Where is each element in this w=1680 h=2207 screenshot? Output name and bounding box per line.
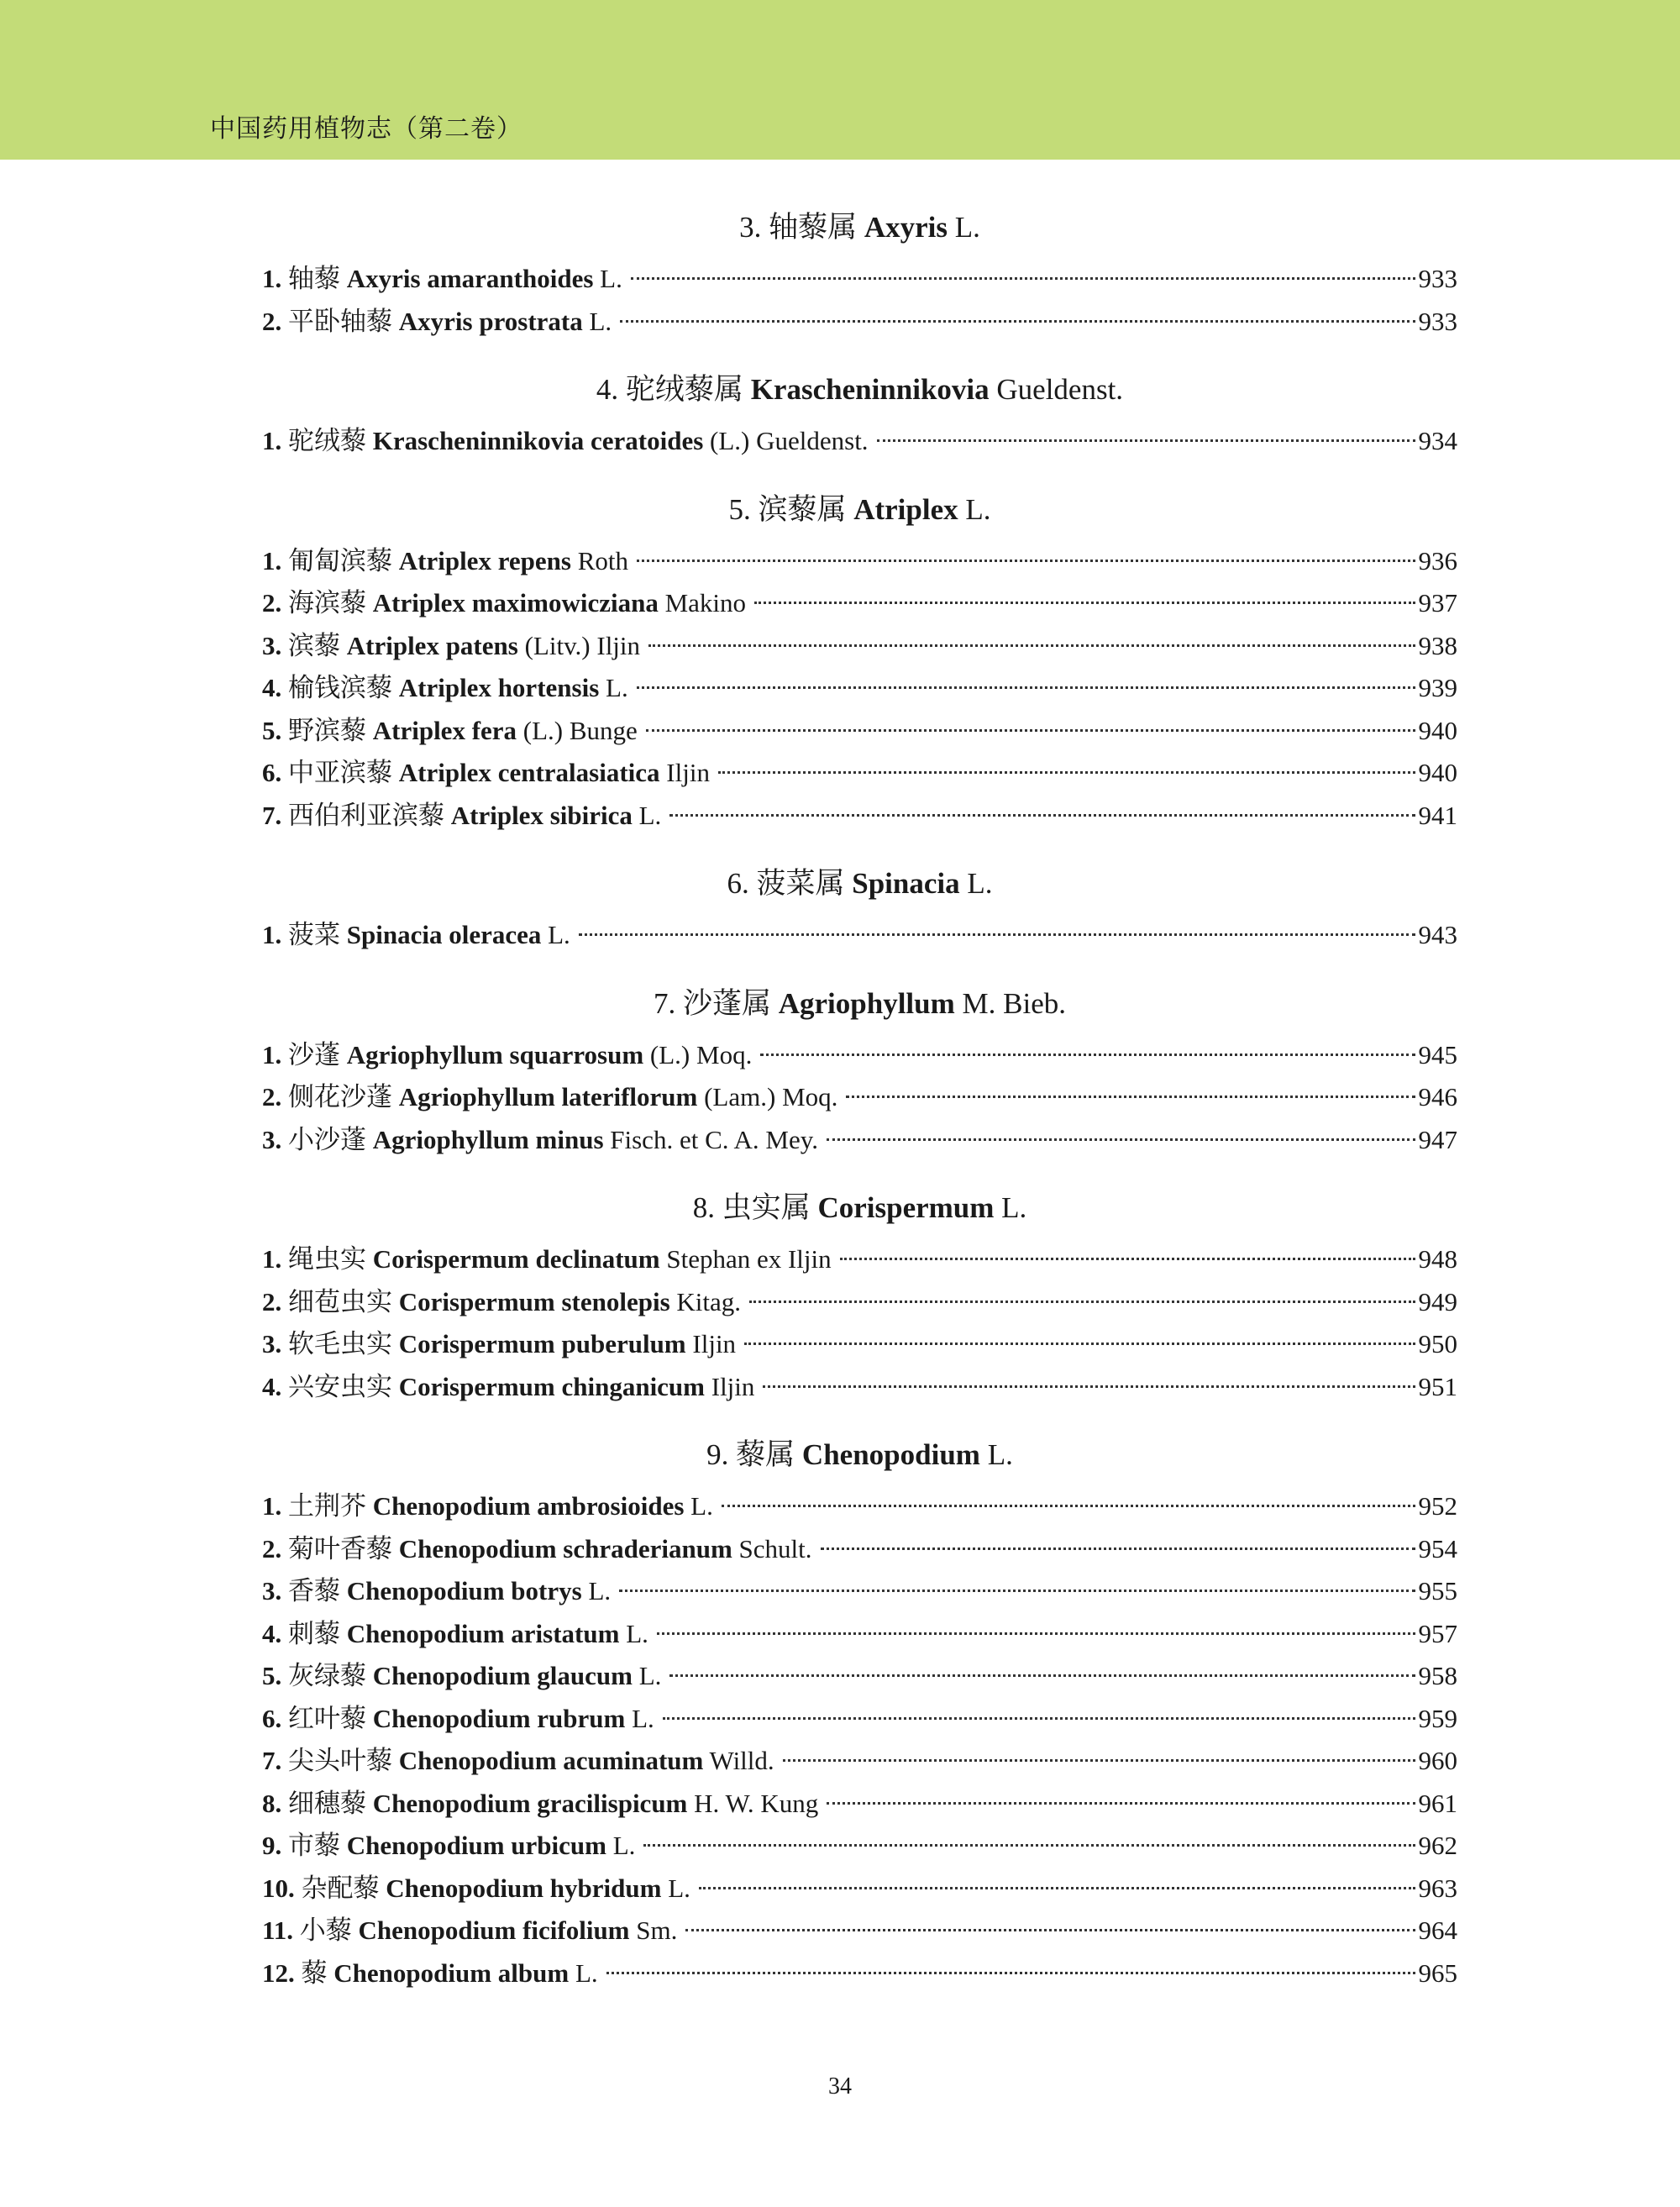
toc-entry bbox=[262, 1238, 1457, 1281]
toc-entry-num: 1. bbox=[262, 426, 282, 455]
toc-entry-cn: 野滨藜 bbox=[281, 715, 373, 745]
toc-entry-author: L. bbox=[625, 1703, 654, 1733]
toc-entry-sci: Corispermum stenolepis bbox=[398, 1286, 670, 1316]
toc-entry bbox=[262, 1528, 1457, 1571]
toc-entry-sci: Corispermum puberulum bbox=[398, 1329, 686, 1358]
dot-leader bbox=[657, 1632, 1415, 1635]
toc-entry-cn: 匍匐滨藜 bbox=[281, 545, 399, 575]
toc-entry-sci: Chenopodium botrys bbox=[346, 1576, 582, 1605]
toc-entry-num: 4. bbox=[262, 1618, 282, 1648]
toc-entry-author: L. bbox=[619, 1618, 648, 1648]
genus-heading-prefix: 6. 菠菜属 bbox=[727, 867, 853, 900]
dot-leader bbox=[821, 1548, 1415, 1550]
toc-entry-cn: 藜 bbox=[294, 1957, 334, 1988]
toc-entry-sci: Atriplex repens bbox=[398, 545, 571, 575]
toc-entry-label bbox=[262, 1528, 812, 1571]
dot-leader bbox=[620, 320, 1415, 323]
toc-entry bbox=[262, 752, 1457, 795]
toc-entry-label bbox=[262, 1740, 774, 1783]
toc-entry-page: 933 bbox=[1418, 264, 1457, 293]
toc-entry-sci: Agriophyllum squarrosum bbox=[346, 1039, 644, 1069]
toc-entry-cn: 市藜 bbox=[281, 1831, 347, 1860]
toc-entry-sci: Chenopodium urbicum bbox=[346, 1831, 606, 1860]
toc-entry-label bbox=[262, 582, 746, 625]
genus-heading-author: L. bbox=[979, 1438, 1013, 1471]
genus-heading-author: Gueldenst. bbox=[989, 373, 1124, 406]
dot-leader bbox=[877, 439, 1415, 442]
genus-heading-prefix: 5. 滨藜属 bbox=[728, 492, 854, 526]
genus-heading-prefix: 4. 驼绒藜属 bbox=[596, 373, 751, 406]
dot-leader bbox=[648, 644, 1415, 647]
toc-entry-page: 945 bbox=[1418, 1039, 1457, 1069]
toc-entry-cn: 软毛虫实 bbox=[281, 1329, 399, 1358]
toc-entry-label bbox=[262, 625, 640, 668]
dot-leader bbox=[619, 1590, 1415, 1592]
toc-entry-sci: Atriplex hortensis bbox=[398, 673, 600, 702]
toc-entry bbox=[262, 914, 1457, 957]
toc-entry-num: 1. bbox=[262, 1039, 282, 1069]
genus-heading bbox=[262, 1186, 1457, 1230]
dot-leader bbox=[744, 1343, 1415, 1345]
toc-entry-num: 2. bbox=[262, 588, 282, 617]
toc-entry-author: Kitag. bbox=[669, 1286, 742, 1316]
toc-entry-cn: 土荆芥 bbox=[281, 1491, 373, 1521]
toc-entry-label bbox=[262, 1281, 741, 1324]
genus-heading-sci: Corispermum bbox=[817, 1191, 995, 1224]
toc-entry-label bbox=[262, 1238, 832, 1281]
toc-entry-num: 6. bbox=[262, 758, 282, 787]
toc-entry-label bbox=[262, 1783, 818, 1826]
toc-entry-num: 2. bbox=[262, 1533, 282, 1563]
toc-entry-cn: 侧花沙蓬 bbox=[281, 1082, 399, 1111]
toc-entry-page: 940 bbox=[1418, 715, 1457, 745]
genus-heading-author: M. Bieb. bbox=[954, 986, 1067, 1020]
dot-leader bbox=[749, 1301, 1415, 1303]
toc-entry-author: L. bbox=[684, 1491, 713, 1521]
toc-entry-cn: 灰绿藜 bbox=[281, 1661, 373, 1690]
toc-entry-sci: Chenopodium aristatum bbox=[346, 1618, 620, 1648]
genus-heading-sci: Atriplex bbox=[853, 492, 958, 526]
running-header-title: 中国药用植物志（第二卷） bbox=[210, 114, 522, 144]
toc-entry-cn: 海滨藜 bbox=[281, 588, 373, 617]
toc-entry bbox=[262, 1698, 1457, 1741]
table-of-contents bbox=[262, 206, 1457, 1994]
genus-heading-prefix: 7. 沙蓬属 bbox=[653, 986, 779, 1020]
dot-leader bbox=[637, 686, 1415, 689]
toc-entry-page: 949 bbox=[1418, 1286, 1457, 1316]
toc-entry bbox=[262, 1281, 1457, 1324]
toc-entry-num: 1. bbox=[262, 264, 282, 293]
toc-entry bbox=[262, 795, 1457, 838]
dot-leader bbox=[631, 277, 1415, 280]
toc-entry-cn: 香藜 bbox=[281, 1576, 347, 1605]
toc-entry-author: (Litv.) Iljin bbox=[517, 630, 641, 660]
page-number: 34 bbox=[828, 2073, 852, 2099]
toc-entry-cn: 轴藜 bbox=[281, 264, 347, 293]
toc-entry-num: 5. bbox=[262, 1661, 282, 1690]
toc-entry-page: 959 bbox=[1418, 1703, 1457, 1733]
toc-entry-label bbox=[262, 258, 622, 301]
dot-leader bbox=[718, 771, 1415, 774]
toc-entry-sci: Chenopodium gracilispicum bbox=[372, 1788, 688, 1818]
toc-entry-page: 954 bbox=[1418, 1533, 1457, 1563]
toc-entry-page: 961 bbox=[1418, 1788, 1457, 1818]
toc-entry-sci: Chenopodium album bbox=[333, 1957, 570, 1988]
toc-entry bbox=[262, 420, 1457, 463]
toc-entry-sci: Axyris prostrata bbox=[398, 306, 583, 336]
toc-entry-label bbox=[262, 420, 869, 463]
toc-entry-label bbox=[262, 710, 638, 753]
toc-entry-cn: 菠菜 bbox=[281, 920, 347, 949]
toc-entry-page: 957 bbox=[1418, 1618, 1457, 1648]
toc-entry-author: (L.) Moq. bbox=[643, 1039, 753, 1069]
toc-entry-page: 964 bbox=[1418, 1915, 1457, 1945]
toc-entry-num: 9. bbox=[262, 1831, 282, 1860]
toc-entry-sci: Corispermum declinatum bbox=[372, 1244, 660, 1274]
toc-entry bbox=[262, 667, 1457, 710]
toc-entry-author: (L.) Gueldenst. bbox=[703, 426, 869, 455]
toc-entry-cn: 刺藜 bbox=[281, 1618, 347, 1648]
toc-entry-label bbox=[262, 914, 570, 957]
dot-leader bbox=[685, 1929, 1415, 1931]
toc-entry-page: 941 bbox=[1418, 800, 1457, 830]
toc-entry-num: 3. bbox=[262, 630, 282, 660]
toc-entry-sci: Agriophyllum lateriflorum bbox=[398, 1082, 698, 1111]
toc-entry-author: L. bbox=[632, 1661, 662, 1690]
dot-leader bbox=[669, 814, 1415, 817]
toc-entry-cn: 小藜 bbox=[293, 1915, 359, 1945]
toc-entry-sci: Atriplex maximowicziana bbox=[372, 588, 659, 617]
toc-entry-author: (Lam.) Moq. bbox=[697, 1082, 838, 1111]
toc-entry-num: 2. bbox=[262, 306, 282, 336]
dot-leader bbox=[606, 1972, 1415, 1974]
toc-entry-label bbox=[262, 667, 628, 710]
toc-entry-cn: 中亚滨藜 bbox=[281, 758, 399, 787]
dot-leader bbox=[760, 1054, 1415, 1056]
dot-leader bbox=[722, 1505, 1415, 1507]
toc-entry-cn: 榆钱滨藜 bbox=[281, 673, 399, 702]
toc-entry-num: 4. bbox=[262, 673, 282, 702]
toc-entry-sci: Atriplex fera bbox=[372, 715, 517, 745]
toc-entry-num: 8. bbox=[262, 1788, 282, 1818]
toc-entry bbox=[262, 1825, 1457, 1868]
toc-entry-num: 7. bbox=[262, 1746, 282, 1775]
toc-entry bbox=[262, 1076, 1457, 1119]
toc-entry bbox=[262, 1485, 1457, 1528]
toc-entry bbox=[262, 1570, 1457, 1613]
genus-heading bbox=[262, 982, 1457, 1026]
toc-entry-page: 963 bbox=[1418, 1873, 1457, 1903]
toc-entry-author: Fisch. et C. A. Mey. bbox=[603, 1124, 818, 1154]
dot-leader bbox=[646, 729, 1415, 732]
toc-entry-author: Iljin bbox=[685, 1329, 737, 1358]
toc-entry-cn: 滨藜 bbox=[281, 630, 347, 660]
toc-entry-label bbox=[262, 1366, 754, 1409]
toc-entry-num: 1. bbox=[262, 545, 282, 575]
dot-leader bbox=[669, 1674, 1415, 1677]
toc-entry-page: 940 bbox=[1418, 758, 1457, 787]
genus-heading-prefix: 9. 藜属 bbox=[706, 1438, 802, 1471]
toc-entry-author: Iljin bbox=[659, 758, 710, 787]
toc-entry-label bbox=[262, 752, 710, 795]
toc-entry-num: 4. bbox=[262, 1371, 282, 1401]
toc-entry-cn: 杂配藜 bbox=[294, 1873, 386, 1903]
genus-heading-sci: Agriophyllum bbox=[778, 986, 955, 1020]
toc-entry-cn: 驼绒藜 bbox=[281, 426, 373, 455]
toc-entry bbox=[262, 1034, 1457, 1077]
toc-entry-label bbox=[262, 1613, 648, 1656]
genus-heading-prefix: 3. 轴藜属 bbox=[739, 211, 864, 244]
toc-entry-num: 7. bbox=[262, 800, 282, 830]
genus-heading bbox=[262, 368, 1457, 412]
toc-entry-page: 948 bbox=[1418, 1244, 1457, 1274]
toc-entry-author: Willd. bbox=[703, 1746, 774, 1775]
toc-entry-sci: Krascheninnikovia ceratoides bbox=[372, 426, 704, 455]
dot-leader bbox=[754, 602, 1415, 604]
toc-entry-author: Schult. bbox=[732, 1533, 812, 1563]
toc-entry-page: 934 bbox=[1418, 426, 1457, 455]
toc-entry-author: Makino bbox=[658, 588, 747, 617]
genus-heading-sci: Spinacia bbox=[852, 867, 960, 900]
toc-entry-num: 1. bbox=[262, 1491, 282, 1521]
toc-entry-cn: 沙蓬 bbox=[281, 1039, 347, 1069]
toc-entry-sci: Agriophyllum minus bbox=[372, 1124, 604, 1154]
toc-entry-label bbox=[262, 1655, 661, 1698]
dot-leader bbox=[663, 1717, 1415, 1720]
toc-entry-page: 946 bbox=[1418, 1082, 1457, 1111]
toc-entry-sci: Atriplex centralasiatica bbox=[398, 758, 660, 787]
toc-entry bbox=[262, 710, 1457, 753]
dot-leader bbox=[827, 1138, 1415, 1141]
toc-entry-num: 5. bbox=[262, 715, 282, 745]
toc-entry-num: 11. bbox=[262, 1915, 294, 1945]
toc-entry-sci: Chenopodium acuminatum bbox=[398, 1746, 704, 1775]
toc-entry bbox=[262, 1613, 1457, 1656]
toc-entry-author: L. bbox=[632, 800, 662, 830]
toc-entry bbox=[262, 1119, 1457, 1162]
toc-entry-cn: 红叶藜 bbox=[281, 1703, 373, 1733]
toc-entry-page: 962 bbox=[1418, 1831, 1457, 1860]
dot-leader bbox=[699, 1887, 1415, 1889]
toc-entry-author: Iljin bbox=[705, 1371, 755, 1401]
toc-entry-author: L. bbox=[599, 673, 628, 702]
toc-entry-page: 952 bbox=[1418, 1491, 1457, 1521]
toc-entry-label bbox=[262, 1034, 752, 1077]
toc-entry-page: 936 bbox=[1418, 545, 1457, 575]
dot-leader bbox=[846, 1096, 1415, 1098]
toc-entry-num: 12. bbox=[262, 1957, 295, 1988]
genus-heading bbox=[262, 1433, 1457, 1477]
toc-entry-label bbox=[262, 795, 661, 838]
toc-entry bbox=[262, 1952, 1457, 1995]
toc-entry bbox=[262, 1366, 1457, 1409]
toc-entry-num: 1. bbox=[262, 1244, 282, 1274]
genus-heading-sci: Axyris bbox=[864, 211, 948, 244]
toc-entry-cn: 兴安虫实 bbox=[281, 1371, 399, 1401]
genus-heading-author: L. bbox=[948, 211, 980, 244]
toc-entry-sci: Axyris amaranthoides bbox=[346, 264, 594, 293]
toc-entry-cn: 细苞虫实 bbox=[281, 1286, 399, 1316]
toc-entry-label bbox=[262, 1868, 690, 1910]
toc-entry-sci: Spinacia oleracea bbox=[346, 920, 542, 949]
dot-leader bbox=[579, 933, 1415, 936]
genus-heading bbox=[262, 206, 1457, 250]
toc-entry-page: 950 bbox=[1418, 1329, 1457, 1358]
toc-entry-sci: Atriplex patens bbox=[346, 630, 518, 660]
dot-leader bbox=[827, 1802, 1415, 1805]
toc-entry-page: 943 bbox=[1418, 920, 1457, 949]
toc-entry-sci: Chenopodium glaucum bbox=[372, 1661, 633, 1690]
toc-entry-author: L. bbox=[661, 1873, 690, 1903]
toc-entry-cn: 绳虫实 bbox=[281, 1244, 373, 1274]
toc-entry-cn: 西伯利亚滨藜 bbox=[281, 800, 451, 830]
dot-leader bbox=[783, 1759, 1415, 1762]
toc-entry-author: L. bbox=[569, 1957, 598, 1988]
dot-leader bbox=[643, 1844, 1415, 1847]
toc-entry-label bbox=[262, 1825, 635, 1868]
toc-entry-page: 958 bbox=[1418, 1661, 1457, 1690]
genus-heading bbox=[262, 862, 1457, 906]
dot-leader bbox=[637, 560, 1415, 562]
toc-entry-page: 933 bbox=[1418, 306, 1457, 336]
toc-entry bbox=[262, 1868, 1457, 1910]
toc-entry bbox=[262, 258, 1457, 301]
toc-entry-label bbox=[262, 301, 612, 344]
toc-entry-num: 10. bbox=[262, 1873, 295, 1903]
toc-entry-page: 937 bbox=[1418, 588, 1457, 617]
toc-entry bbox=[262, 1655, 1457, 1698]
toc-entry-author: (L.) Bunge bbox=[517, 715, 638, 745]
toc-entry bbox=[262, 540, 1457, 583]
toc-entry-sci: Chenopodium ambrosioides bbox=[372, 1491, 685, 1521]
toc-entry-sci: Chenopodium ficifolium bbox=[358, 1915, 630, 1945]
toc-entry-label bbox=[262, 1485, 713, 1528]
toc-entry-sci: Chenopodium schraderianum bbox=[398, 1533, 732, 1563]
toc-entry bbox=[262, 1740, 1457, 1783]
toc-entry-cn: 平卧轴藜 bbox=[281, 306, 399, 336]
toc-entry-author: L. bbox=[541, 920, 570, 949]
toc-entry-cn: 菊叶香藜 bbox=[281, 1533, 399, 1563]
toc-entry bbox=[262, 625, 1457, 668]
toc-entry-num: 6. bbox=[262, 1703, 282, 1733]
toc-entry-author: L. bbox=[581, 1576, 612, 1605]
toc-entry-page: 939 bbox=[1418, 673, 1457, 702]
toc-entry-label bbox=[262, 1910, 677, 1952]
toc-entry-page: 960 bbox=[1418, 1746, 1457, 1775]
genus-heading bbox=[262, 488, 1457, 532]
toc-entry-num: 3. bbox=[262, 1329, 282, 1358]
dot-leader bbox=[763, 1385, 1415, 1388]
toc-entry bbox=[262, 582, 1457, 625]
toc-entry bbox=[262, 1910, 1457, 1952]
toc-entry-label bbox=[262, 1952, 598, 1995]
toc-entry bbox=[262, 1783, 1457, 1826]
toc-entry-author: L. bbox=[606, 1831, 636, 1860]
toc-entry-num: 3. bbox=[262, 1124, 282, 1154]
toc-entry-page: 955 bbox=[1418, 1576, 1457, 1605]
genus-heading-prefix: 8. 虫实属 bbox=[692, 1191, 818, 1224]
toc-entry-label bbox=[262, 1570, 611, 1613]
genus-heading-author: L. bbox=[958, 492, 991, 526]
toc-entry-sci: Corispermum chinganicum bbox=[398, 1371, 705, 1401]
toc-entry-num: 1. bbox=[262, 920, 282, 949]
dot-leader bbox=[840, 1258, 1415, 1260]
toc-entry-page: 951 bbox=[1418, 1371, 1457, 1401]
toc-entry-num: 3. bbox=[262, 1576, 282, 1605]
toc-entry-num: 2. bbox=[262, 1082, 282, 1111]
toc-entry bbox=[262, 1323, 1457, 1366]
toc-entry-page: 938 bbox=[1418, 630, 1457, 660]
toc-entry-label bbox=[262, 1698, 654, 1741]
toc-entry-num: 2. bbox=[262, 1286, 282, 1316]
toc-entry-cn: 细穗藜 bbox=[281, 1788, 373, 1818]
toc-entry-label bbox=[262, 1119, 818, 1162]
toc-entry-sci: Atriplex sibirica bbox=[450, 800, 633, 830]
toc-entry-author: L. bbox=[582, 306, 612, 336]
genus-heading-sci: Chenopodium bbox=[801, 1438, 980, 1471]
toc-entry-author: Roth bbox=[570, 545, 629, 575]
genus-heading-sci: Krascheninnikovia bbox=[750, 373, 990, 406]
genus-heading-author: L. bbox=[959, 867, 993, 900]
toc-entry-page: 965 bbox=[1418, 1957, 1457, 1988]
genus-heading-author: L. bbox=[994, 1191, 1027, 1224]
toc-entry-author: H. W. Kung bbox=[687, 1788, 819, 1818]
toc-entry bbox=[262, 301, 1457, 344]
toc-entry-author: L. bbox=[593, 264, 622, 293]
toc-entry-author: Stephan ex Iljin bbox=[659, 1244, 832, 1274]
toc-entry-author: Sm. bbox=[629, 1915, 678, 1945]
toc-entry-sci: Chenopodium rubrum bbox=[372, 1703, 626, 1733]
toc-entry-cn: 小沙蓬 bbox=[281, 1124, 373, 1154]
toc-entry-label bbox=[262, 1323, 736, 1366]
toc-entry-label bbox=[262, 540, 628, 583]
toc-entry-sci: Chenopodium hybridum bbox=[386, 1873, 662, 1903]
toc-entry-page: 947 bbox=[1418, 1124, 1457, 1154]
toc-entry-label bbox=[262, 1076, 837, 1119]
toc-entry-cn: 尖头叶藜 bbox=[281, 1746, 399, 1775]
